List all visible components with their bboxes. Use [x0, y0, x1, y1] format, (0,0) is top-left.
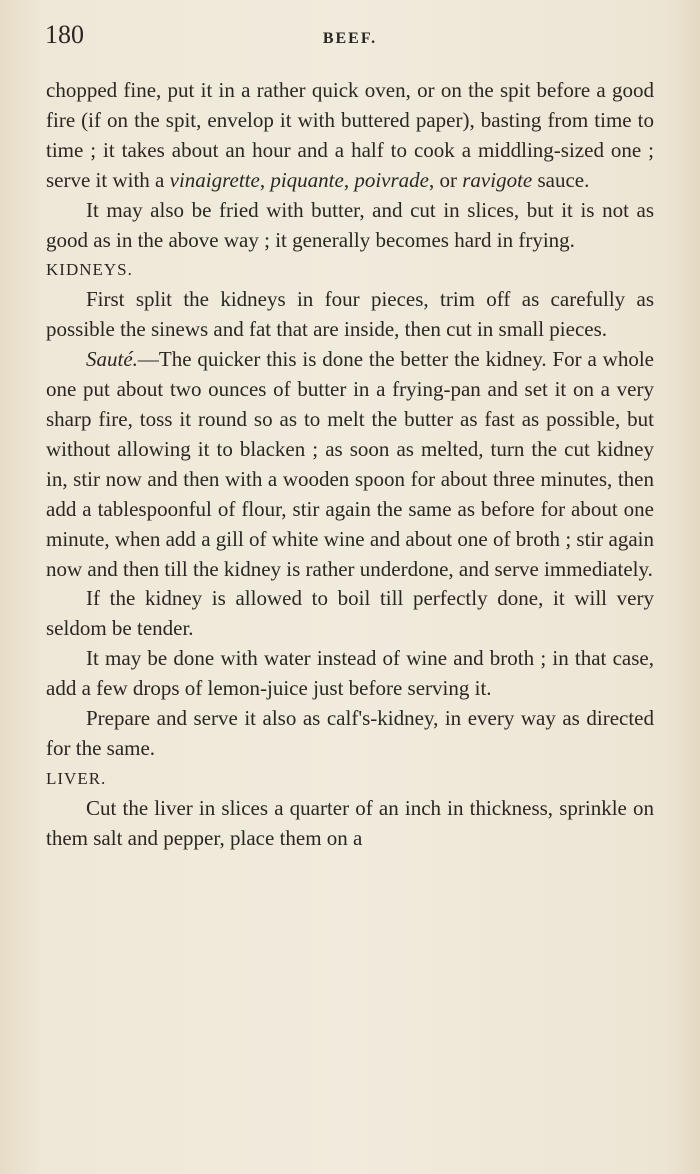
page-number: 180	[45, 20, 84, 49]
paragraph-2: It may also be fried with butter, and cut in slices, but it is not as good as in the above way ; it generally becomes hard in frying.	[46, 197, 654, 252]
paragraph-3: First split the kidneys in four pieces, trim off as carefully as possible the sinews and fat that are inside, then cut in small pieces.	[46, 287, 654, 342]
paragraph-1-or: , or	[429, 167, 463, 192]
page-body	[46, 76, 654, 854]
paragraph-1-end: sauce.	[532, 167, 590, 192]
paragraph-1-text: chopped fine, put it in a rather quick oven, or on the spit before a good fire (if on the spit, envelop it with buttered paper), basting from time to time ; it takes about an hour and a half to cook a middling-sized one ; serve it with a	[46, 78, 654, 192]
piquante-term: piquante	[270, 167, 344, 192]
paragraph-7: Prepare and serve it also as calf's-kidney, in every way as directed for the same.	[46, 706, 654, 760]
running-head: BEEF.	[322, 30, 378, 47]
poivrade-term: poivrade	[354, 167, 429, 192]
paragraph-4	[46, 345, 654, 584]
saute-term: Sauté.	[86, 347, 138, 372]
ravigote-term: ravigote	[462, 167, 533, 192]
liver-heading: LIVER.	[46, 768, 107, 788]
vinaigrette-term: vinaigrette	[169, 167, 260, 192]
paragraph-4-text: —The quicker this is done the better the kidney. For a whole one put about two ounces of butter in a frying-pan and set it on a very sharp fire, toss it round so as to melt the butter as fast as possible, but without allowing it to blacken ; as soon as melted, turn the cut kidney in, stir now and then with a wooden spoon for about three minutes, then add a tablespoonful of flour, stir again the same as before for about one minute, when add a gill of white wine and about one of broth ; stir again now and then till the kidney is rather underdone, and serve immediately.	[46, 347, 654, 581]
paragraph-1: chopped fine, put it in a rather quick oven, or on the spit before a good fire (if on the spit, envelop it with buttered paper), basting from time to time ; it takes about an hour and a half to cook a middling-sized one ; serve it with a vinaigrette, piquante, poivrade, or ravigote sauce.	[46, 78, 654, 192]
paragraph-5: If the kidney is allowed to boil till perfectly done, it will very seldom be tender.	[46, 586, 654, 641]
kidneys-heading: KIDNEYS.	[46, 260, 133, 280]
paragraph-6: It may be done with water instead of wine and broth ; in that case, add a few drops of lemon-juice just before serving it.	[46, 646, 654, 701]
paragraph-8: Cut the liver in slices a quarter of an inch in thickness, sprinkle on them salt and pepper, place them on a	[46, 795, 654, 850]
page-header	[45, 18, 655, 58]
